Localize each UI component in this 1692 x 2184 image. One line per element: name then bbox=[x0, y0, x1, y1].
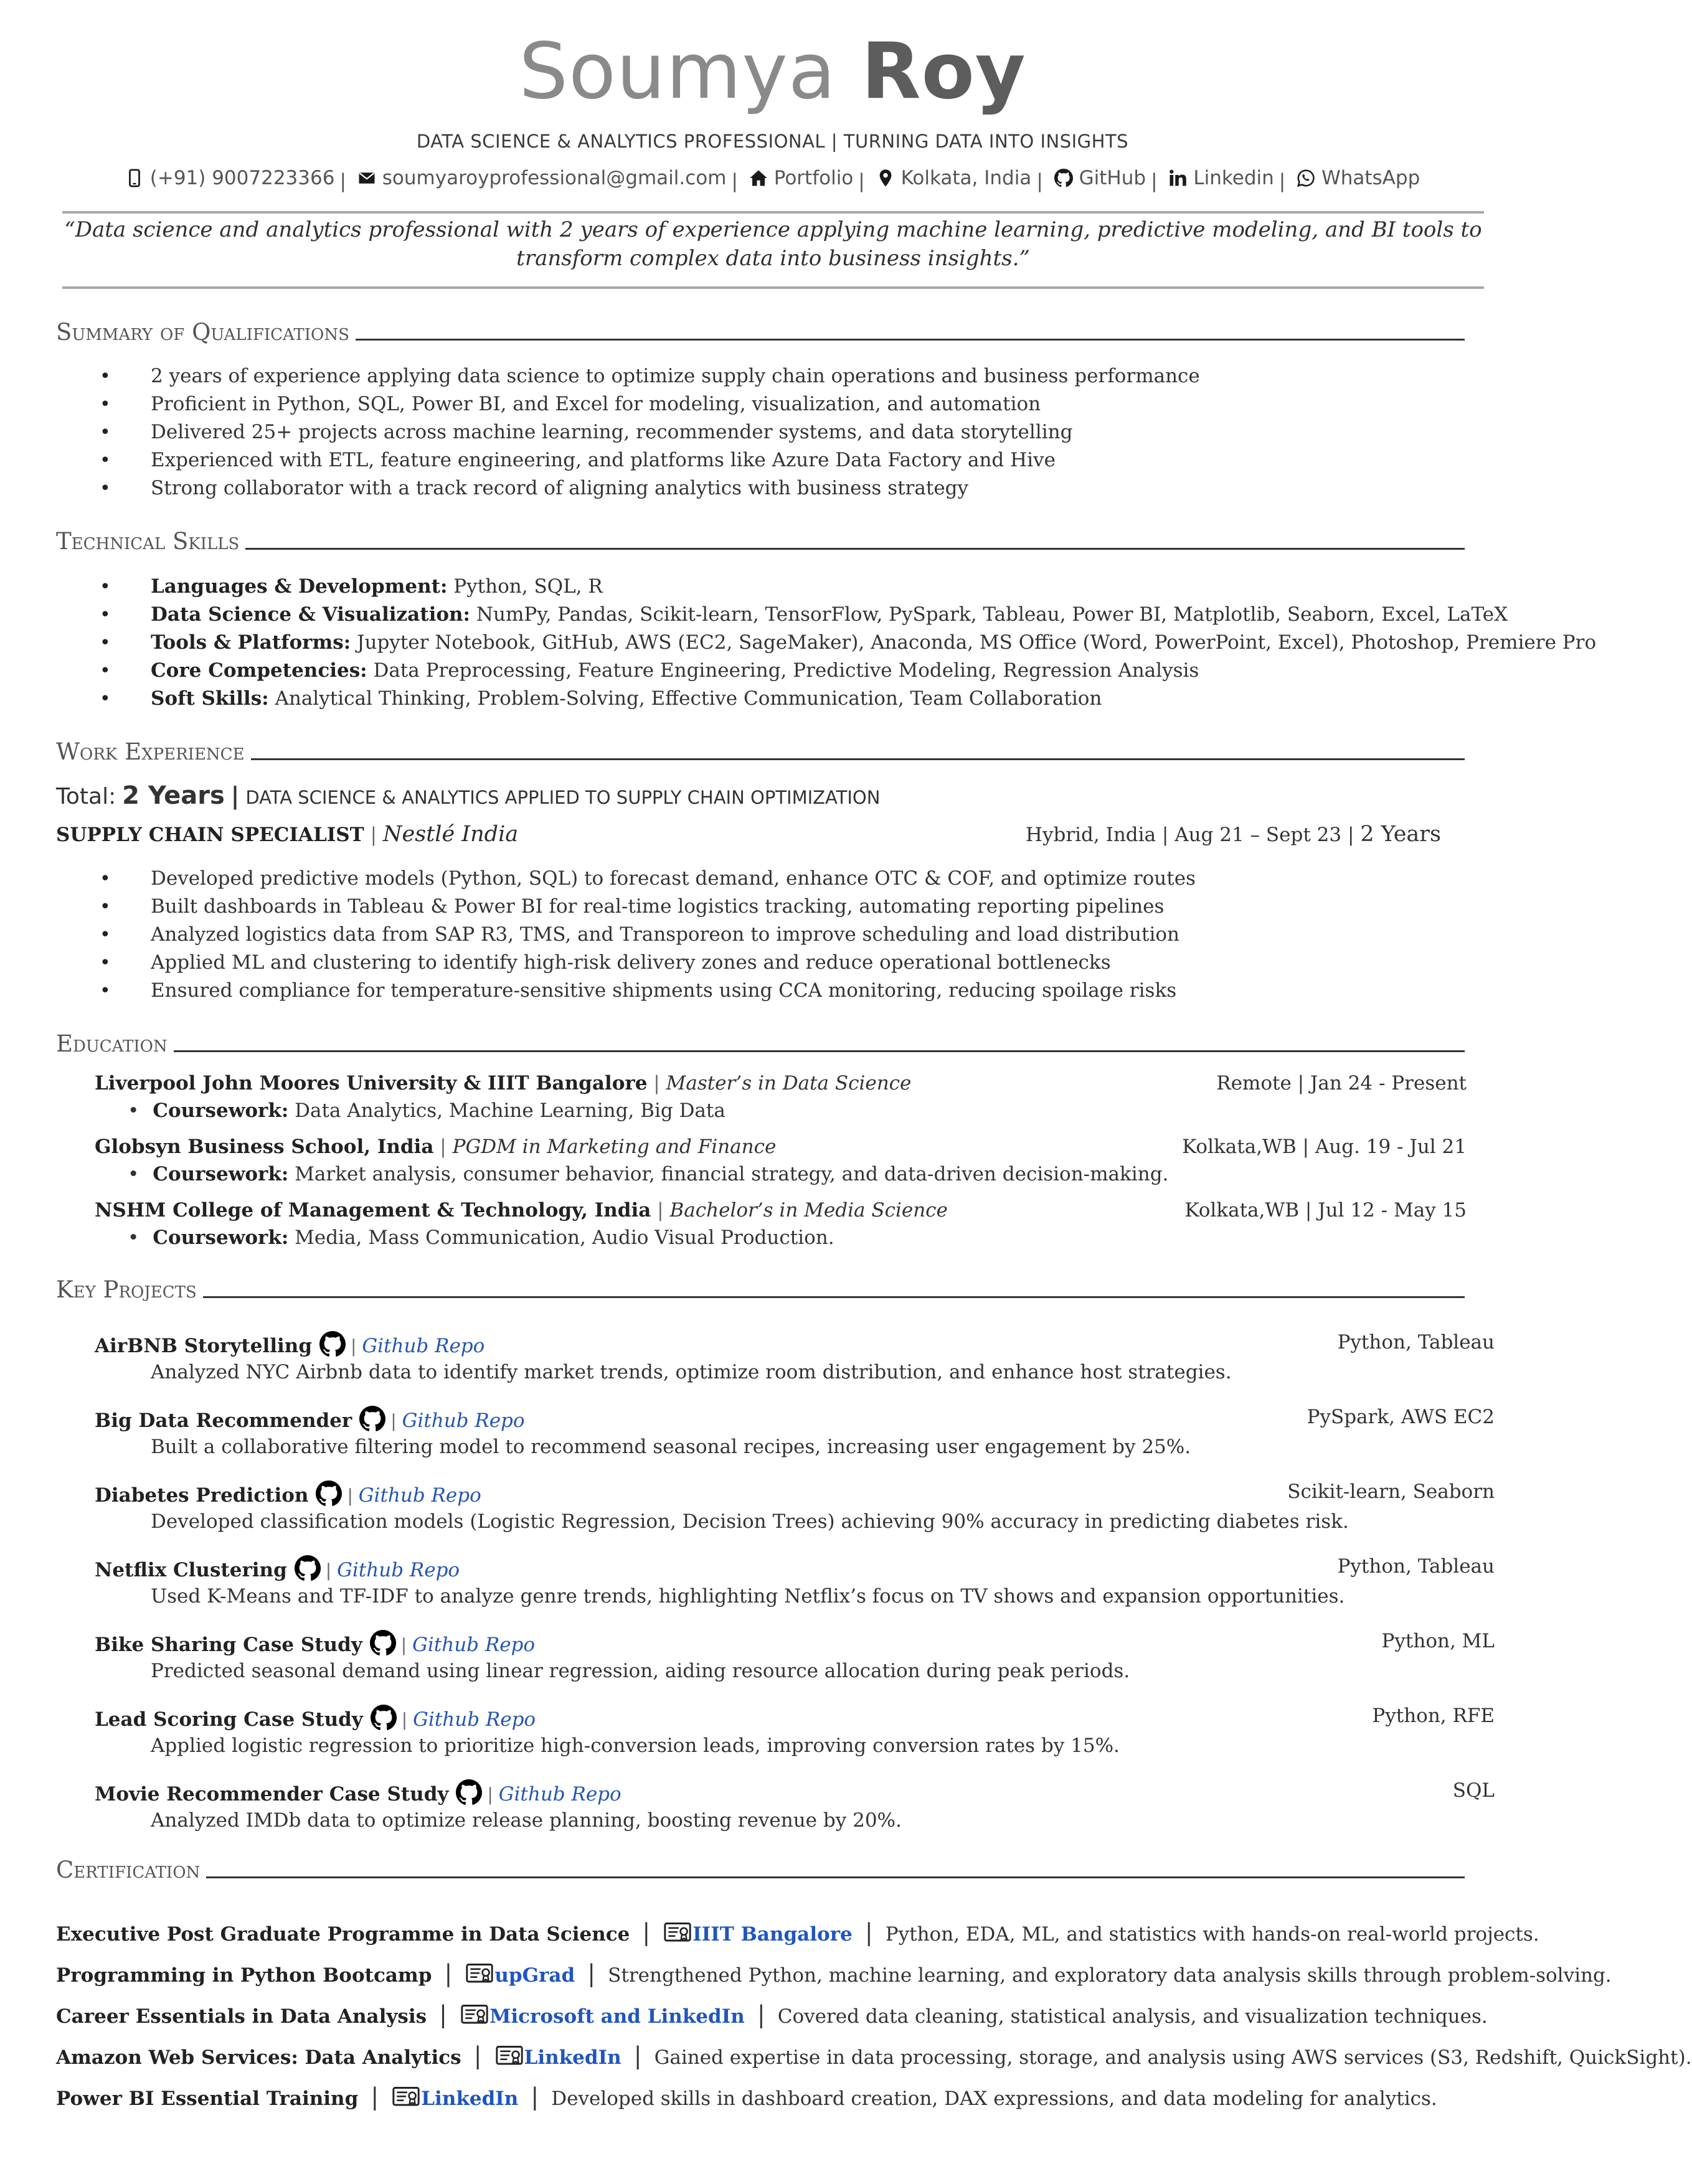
list-item: • Core Competencies: Data Preprocessing, Feature Engineering, Predictive Modeling, Regression Analysis bbox=[100, 657, 1596, 685]
project-tech: Python, ML bbox=[1381, 1630, 1495, 1652]
contact-phone[interactable] bbox=[125, 167, 335, 189]
project-name: Bike Sharing Case Study bbox=[95, 1634, 362, 1656]
project-title-row: Netflix Clustering | Github Repo bbox=[95, 1555, 460, 1581]
contact-location[interactable] bbox=[876, 167, 1032, 189]
project-description: Built a collaborative filtering model to recommend seasonal recipes, increasing user engagement by 25%. bbox=[151, 1436, 1191, 1458]
project-description: Used K-Means and TF-IDF to analyze genre trends, highlighting Netflix’s focus on TV shows and expansion opportunities. bbox=[151, 1585, 1345, 1607]
education-entry: NSHM College of Management & Technology, India | Bachelor’s in Media Science bbox=[95, 1199, 948, 1221]
first-name: Soumya bbox=[519, 27, 836, 116]
section-title: Technical Skills bbox=[56, 528, 240, 555]
divider bbox=[62, 211, 1484, 214]
github-repo-link[interactable]: Github Repo bbox=[412, 1634, 536, 1656]
github-icon bbox=[1054, 169, 1073, 187]
project-tech: Python, RFE bbox=[1372, 1705, 1495, 1727]
section-title: Summary of Qualifications bbox=[56, 319, 349, 346]
github-repo-link[interactable]: Github Repo bbox=[337, 1559, 460, 1581]
github-icon[interactable] bbox=[316, 1480, 342, 1507]
list-item: • Proficient in Python, SQL, Power BI, and Excel for modeling, visualization, and automation bbox=[100, 390, 1200, 418]
tagline: DATA SCIENCE & ANALYTICS PROFESSIONAL | TURNING DATA INTO INSIGHTS bbox=[416, 131, 1129, 152]
certification-name: Programming in Python Bootcamp bbox=[56, 1964, 432, 1987]
coursework: • Coursework: Market analysis, consumer behavior, financial strategy, and data-driven decision-making. bbox=[128, 1163, 1169, 1185]
github-icon[interactable] bbox=[319, 1331, 346, 1357]
certification-issuer-link[interactable]: IIIT Bangalore bbox=[692, 1923, 853, 1946]
education-meta: Remote | Jan 24 - Present bbox=[1216, 1072, 1467, 1094]
certification-issuer-link[interactable]: upGrad bbox=[494, 1964, 575, 1987]
contact-whatsapp[interactable] bbox=[1297, 167, 1420, 189]
contact-email[interactable] bbox=[357, 167, 727, 189]
list-item: • Analyzed logistics data from SAP R3, TMS, and Transporeon to improve scheduling and load distribution bbox=[100, 921, 1196, 949]
project-name: AirBNB Storytelling bbox=[95, 1335, 313, 1357]
section-skills-heading bbox=[56, 528, 1465, 555]
project-title-row: Big Data Recommender | Github Repo bbox=[95, 1406, 525, 1432]
section-projects-heading bbox=[56, 1276, 1465, 1303]
certification-item: Career Essentials in Data Analysis | Microsoft and LinkedIn | Covered data cleaning, statistical analysis, and visualization techniques. bbox=[56, 2001, 1488, 2028]
job-title: SUPPLY CHAIN SPECIALIST bbox=[56, 824, 364, 846]
project-title-row: Movie Recommender Case Study | Github Repo bbox=[95, 1779, 622, 1805]
certificate-icon[interactable] bbox=[496, 2045, 523, 2069]
linkedin-icon bbox=[1168, 169, 1187, 187]
certification-issuer-link[interactable]: LinkedIn bbox=[421, 2088, 519, 2110]
list-item: • Applied ML and clustering to identify high-risk delivery zones and reduce operational bottlenecks bbox=[100, 949, 1196, 977]
list-item: • Ensured compliance for temperature-sensitive shipments using CCA monitoring, reducing spoilage risks bbox=[100, 977, 1196, 1005]
certification-description: Strengthened Python, machine learning, and exploratory data analysis skills through problem-solving. bbox=[608, 1964, 1612, 1987]
section-title: Key Projects bbox=[56, 1276, 197, 1303]
project-tech: Python, Tableau bbox=[1337, 1331, 1495, 1353]
certification-item: Power BI Essential Training | LinkedIn | Developed skills in dashboard creation, DAX expressions, and data modeling for analytics. bbox=[56, 2083, 1437, 2111]
duration: 2 Years bbox=[1360, 822, 1441, 847]
project-name: Big Data Recommender bbox=[95, 1410, 352, 1432]
github-icon[interactable] bbox=[295, 1555, 321, 1581]
experience-role: SUPPLY CHAIN SPECIALIST | Nestlé India bbox=[56, 822, 519, 847]
project-title-row: AirBNB Storytelling | Github Repo bbox=[95, 1331, 484, 1357]
project-tech: Scikit-learn, Seaborn bbox=[1287, 1480, 1495, 1503]
list-item: • Developed predictive models (Python, SQL) to forecast demand, enhance OTC & COF, and optimize routes bbox=[100, 865, 1196, 893]
certification-item: Amazon Web Services: Data Analytics | LinkedIn | Gained expertise in data processing, storage, and analysis using AWS services (S3, Redshift, QuickSight). bbox=[56, 2042, 1692, 2069]
section-title: Certification bbox=[56, 1857, 201, 1883]
certification-description: Gained expertise in data processing, storage, and analysis using AWS services (S3, Redshift, QuickSight). bbox=[654, 2046, 1692, 2069]
certification-description: Python, EDA, ML, and statistics with hands-on real-world projects. bbox=[885, 1923, 1539, 1946]
github-icon[interactable] bbox=[359, 1406, 385, 1432]
candidate-name bbox=[0, 25, 1545, 118]
contact-label: WhatsApp bbox=[1321, 167, 1420, 189]
list-item: • Experienced with ETL, feature engineering, and platforms like Azure Data Factory and Hive bbox=[100, 446, 1200, 474]
certification-name: Career Essentials in Data Analysis bbox=[56, 2005, 427, 2028]
certificate-icon[interactable] bbox=[664, 1922, 691, 1946]
project-tech: PySpark, AWS EC2 bbox=[1307, 1406, 1495, 1428]
experience-total: Total: 2 Years | DATA SCIENCE & ANALYTICS APPLIED TO SUPPLY CHAIN OPTIMIZATION bbox=[56, 781, 881, 810]
github-repo-link[interactable]: Github Repo bbox=[362, 1335, 485, 1357]
project-description: Applied logistic regression to prioritize high-conversion leads, improving conversion rates by 15%. bbox=[151, 1734, 1120, 1757]
profile-quote: “Data science and analytics professional with 2 years of experience applying machine learning, predictive modeling, and BI tools to transform complex data into business insights.” bbox=[64, 217, 1482, 271]
contact-bar: (+91) 9007223366 | soumyaroyprofessional@gmail.com | Portfolio | Kolkata, India | GitHub | Linkedin | WhatsApp bbox=[0, 167, 1545, 192]
education-meta: Kolkata,WB | Aug. 19 - Jul 21 bbox=[1182, 1136, 1467, 1158]
coursework: • Coursework: Media, Mass Communication, Audio Visual Production. bbox=[128, 1226, 834, 1249]
list-item: • Strong collaborator with a track record of aligning analytics with business strategy bbox=[100, 474, 1200, 502]
certification-name: Amazon Web Services: Data Analytics bbox=[56, 2046, 461, 2069]
github-icon[interactable] bbox=[456, 1779, 482, 1805]
github-icon[interactable] bbox=[370, 1630, 396, 1656]
project-name: Movie Recommender Case Study bbox=[95, 1783, 449, 1805]
certificate-icon[interactable] bbox=[466, 1963, 493, 1987]
education-entry: Globsyn Business School, India | PGDM in Marketing and Finance bbox=[95, 1136, 777, 1158]
experience-list bbox=[100, 865, 1196, 1005]
contact-label: soumyaroyprofessional@gmail.com bbox=[382, 167, 727, 189]
contact-linkedin[interactable] bbox=[1168, 167, 1274, 189]
section-experience-heading bbox=[56, 738, 1465, 765]
list-item: • Soft Skills: Analytical Thinking, Problem-Solving, Effective Communication, Team Collaboration bbox=[100, 685, 1596, 713]
list-item: • Languages & Development: Python, SQL, R bbox=[100, 573, 1596, 601]
certificate-icon[interactable] bbox=[461, 2004, 488, 2028]
github-icon[interactable] bbox=[371, 1705, 397, 1731]
contact-label: (+91) 9007223366 bbox=[149, 167, 335, 189]
project-description: Developed classification models (Logistic Regression, Decision Trees) achieving 90% accuracy in predicting diabetes risk. bbox=[151, 1510, 1349, 1533]
github-repo-link[interactable]: Github Repo bbox=[402, 1410, 525, 1432]
project-tech: SQL bbox=[1452, 1779, 1495, 1802]
last-name: Roy bbox=[861, 27, 1026, 116]
project-title-row: Bike Sharing Case Study | Github Repo bbox=[95, 1630, 535, 1656]
certification-description: Developed skills in dashboard creation, DAX expressions, and data modeling for analytics. bbox=[551, 2088, 1437, 2110]
contact-label: Portfolio bbox=[773, 167, 854, 189]
contact-portfolio[interactable] bbox=[749, 167, 854, 189]
whatsapp-icon bbox=[1297, 169, 1315, 187]
location-icon bbox=[876, 169, 895, 187]
coursework: • Coursework: Data Analytics, Machine Learning, Big Data bbox=[128, 1099, 725, 1122]
education-meta: Kolkata,WB | Jul 12 - May 15 bbox=[1184, 1199, 1467, 1221]
skills-list bbox=[100, 573, 1596, 713]
project-description: Analyzed IMDb data to optimize release planning, boosting revenue by 20%. bbox=[151, 1809, 902, 1832]
contact-github[interactable] bbox=[1054, 167, 1146, 189]
certificate-icon[interactable] bbox=[392, 2086, 420, 2110]
certification-name: Power BI Essential Training bbox=[56, 2088, 359, 2110]
certification-issuer-link[interactable]: LinkedIn bbox=[524, 2046, 622, 2069]
phone-icon bbox=[125, 169, 144, 187]
project-name: Lead Scoring Case Study bbox=[95, 1708, 363, 1731]
project-name: Netflix Clustering bbox=[95, 1559, 287, 1581]
list-item: • Data Science & Visualization: NumPy, Pandas, Scikit-learn, TensorFlow, PySpark, Tableau, Power BI, Matplotlib, Seaborn, Excel, LaTeX bbox=[100, 601, 1596, 629]
section-title: Work Experience bbox=[56, 738, 245, 765]
project-tech: Python, Tableau bbox=[1337, 1555, 1495, 1578]
list-item: • Delivered 25+ projects across machine learning, recommender systems, and data storytelling bbox=[100, 418, 1200, 446]
education-entry: Liverpool John Moores University & IIIT Bangalore | Master’s in Data Science bbox=[95, 1072, 912, 1094]
summary-list bbox=[100, 362, 1200, 502]
github-repo-link[interactable]: Github Repo bbox=[358, 1484, 481, 1507]
project-description: Predicted seasonal demand using linear regression, aiding resource allocation during peak periods. bbox=[151, 1660, 1130, 1682]
list-item: • Tools & Platforms: Jupyter Notebook, GitHub, AWS (EC2, SageMaker), Anaconda, MS Office (Word, PowerPoint, Excel), Photoshop, Premiere Pro bbox=[100, 629, 1596, 657]
section-certification-heading bbox=[56, 1857, 1465, 1883]
project-title-row: Diabetes Prediction | Github Repo bbox=[95, 1480, 481, 1507]
project-title-row: Lead Scoring Case Study | Github Repo bbox=[95, 1705, 536, 1731]
section-summary-heading bbox=[56, 319, 1465, 346]
certification-description: Covered data cleaning, statistical analysis, and visualization techniques. bbox=[777, 2005, 1488, 2028]
certification-item: Programming in Python Bootcamp | upGrad | Strengthened Python, machine learning, and exploratory data analysis skills through problem-solving. bbox=[56, 1960, 1612, 1987]
contact-label: GitHub bbox=[1079, 167, 1146, 189]
section-title: Education bbox=[56, 1030, 168, 1057]
divider bbox=[62, 286, 1484, 289]
certification-name: Executive Post Graduate Programme in Data Science bbox=[56, 1923, 630, 1946]
company: Nestlé India bbox=[382, 822, 519, 847]
experience-meta: Hybrid, India | Aug 21 – Sept 23 | 2 Years bbox=[1025, 822, 1441, 847]
github-repo-link[interactable]: Github Repo bbox=[413, 1708, 536, 1731]
certification-item: Executive Post Graduate Programme in Data Science | IIIT Bangalore | Python, EDA, ML, and statistics with hands-on real-world projects. bbox=[56, 1919, 1539, 1946]
project-name: Diabetes Prediction bbox=[95, 1484, 309, 1507]
section-education-heading bbox=[56, 1030, 1465, 1057]
contact-label: Linkedin bbox=[1193, 167, 1274, 189]
project-description: Analyzed NYC Airbnb data to identify market trends, optimize room distribution, and enhance host strategies. bbox=[151, 1361, 1232, 1383]
home-icon bbox=[749, 169, 768, 187]
email-icon bbox=[357, 169, 376, 187]
list-item: • Built dashboards in Tableau & Power BI for real-time logistics tracking, automating reporting pipelines bbox=[100, 893, 1196, 921]
contact-label: Kolkata, India bbox=[900, 167, 1032, 189]
certification-issuer-link[interactable]: Microsoft and LinkedIn bbox=[489, 2005, 745, 2028]
list-item: • 2 years of experience applying data science to optimize supply chain operations and business performance bbox=[100, 362, 1200, 390]
github-repo-link[interactable]: Github Repo bbox=[498, 1783, 622, 1805]
